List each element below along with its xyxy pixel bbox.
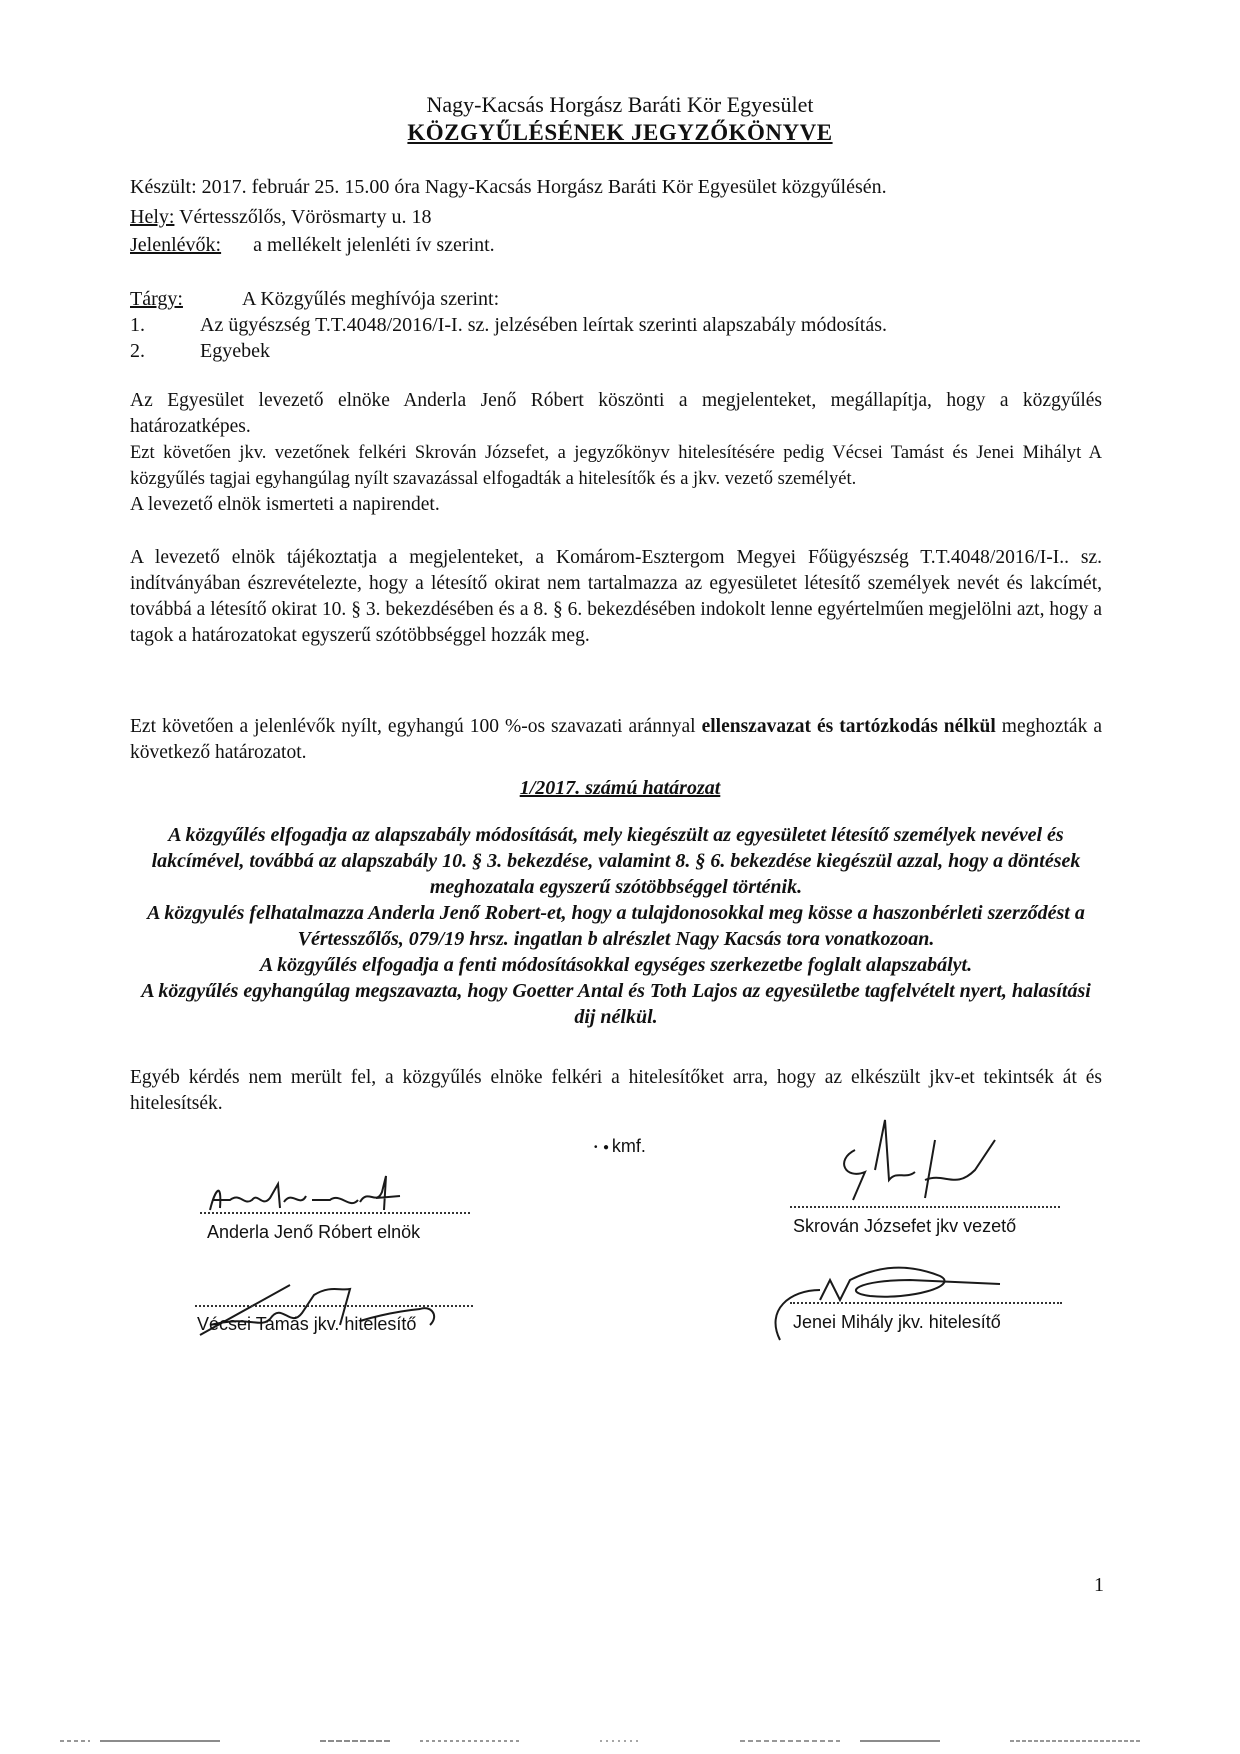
agenda-item <box>130 340 270 363</box>
kmf-mark: • ● kmf. <box>594 1136 646 1156</box>
place-line <box>130 206 431 229</box>
agenda-label: Tárgy: <box>130 288 183 310</box>
vote-paragraph <box>130 714 1102 766</box>
page-number: 1 <box>1094 1574 1104 1596</box>
agenda-header <box>130 288 499 311</box>
place-value: Vértesszőlős, Vörösmarty u. 18 <box>174 206 432 228</box>
vote-text: Ezt követően a jelenlévők nyílt, egyhangú 100 %-os szavazati aránnyal <box>130 716 702 737</box>
opening-sentence: Az Egyesület levezető elnöke Anderla Jenő Róbert köszönti a megjelenteket, megállapítja, hogy a közgyűlés határozatképes. <box>130 390 1102 437</box>
kmf-text: kmf. <box>611 1136 646 1156</box>
agenda-item-text: Egyebek <box>200 340 270 362</box>
signature-line <box>195 1305 473 1307</box>
signature-line <box>790 1206 1060 1208</box>
agenda-intro: A Közgyűlés meghívója szerint: <box>242 288 500 310</box>
place-label: Hely: <box>130 206 175 228</box>
resolution-line: A közgyulés felhatalmazza Anderla Jenő Robert-et, hogy a tulajdonosokkal meg kösse a haszonbérleti szerződést a Vértesszőlős, 079/19 hrsz. ingatlan b alrészlet Nagy Kacsás tora vonatkozoan. <box>147 902 1085 950</box>
recorder-signature <box>825 1110 1025 1210</box>
opening-paragraph <box>130 388 1102 518</box>
recorder-sentence: Ezt követően jkv. vezetőnek felkéri Skrován Józsefet, a jegyzőkönyv hitelesítésére pedig Vécsei Tamást és Jenei Mihályt A közgyűlés tagjai egyhangúlag nyílt szavazással elfogadták a hitelesítők és a jkv. vezető személyét. <box>130 443 1102 489</box>
authenticator1-signature-label: Vécsei Tamás jkv. hitelesítő <box>197 1314 417 1334</box>
recorder-signature-label: Skrován Józsefet jkv vezető <box>793 1216 1017 1236</box>
present-label: Jelenlévők: <box>130 234 222 256</box>
resolution-line: A közgyűlés elfogadja a fenti módosításokkal egységes szerkezetbe foglalt alapszabályt. <box>259 954 973 976</box>
agenda-sentence: A levezető elnök ismerteti a napirendet. <box>130 494 440 515</box>
agenda-item-text: Az ügyészség T.T.4048/2016/I-I. sz. jelzésében leírtak szerinti alapszabály módosítás. <box>200 314 888 336</box>
chair-signature-label: Anderla Jenő Róbert elnök <box>207 1222 421 1242</box>
agenda-item-number: 2. <box>130 340 145 362</box>
vote-text-end: meghozták a következő határozatot. <box>130 716 1102 763</box>
signature-line <box>790 1302 1062 1304</box>
resolution-line: A közgyűlés egyhangúlag megszavazta, hogy Goetter Antal és Toth Lajos az egyesületbe tagfelvételt nyert, halasítási dij nélkül. <box>141 980 1091 1028</box>
resolution-line: A közgyűlés elfogadja az alapszabály módosítását, mely kiegészült az egyesületet létesítő személyek nevével és lakcímével, továbbá az alapszabály 10. § 3. bekezdése, valamint 8. § 6. bekezdése kiegészül azzal, hogy a döntések meghozatala egyszerű szótöbbséggel történik. <box>151 824 1081 898</box>
signature-line <box>200 1212 470 1214</box>
made-line: Készült: 2017. február 25. 15.00 óra Nagy-Kacsás Horgász Baráti Kör Egyesület közgyűlésén. <box>130 176 887 198</box>
organization-name: Nagy-Kacsás Horgász Baráti Kör Egyesület <box>426 92 814 117</box>
scan-edge-marks <box>0 1738 1240 1744</box>
agenda-item-number: 1. <box>130 314 145 336</box>
closing-paragraph: Egyéb kérdés nem merült fel, a közgyűlés elnöke felkéri a hitelesítőket arra, hogy az elkészült jkv-et tekintsék át és hitelesítsék. <box>130 1067 1102 1114</box>
authenticator2-signature-label: Jenei Mihály jkv. hitelesítő <box>793 1312 1001 1332</box>
resolution-title: 1/2017. számú határozat <box>519 777 721 799</box>
present-line <box>130 234 495 257</box>
document-title: KÖZGYŰLÉSÉNEK JEGYZŐKÖNYVE <box>407 120 833 145</box>
vote-bold-text: ellenszavazat és tartózkodás nélkül <box>701 716 996 737</box>
prosecutor-paragraph: A levezető elnök tájékoztatja a megjelenteket, a Komárom-Esztergom Megyei Főügyészség T.T.4048/2016/I-I.. sz. indítványában észrevételezte, hogy a létesítő okirat nem tartalmazza az egyesületet létesítő személyek nevét és lakcímét, továbbá a létesítő okirat 10. § 3. bekezdésében és a 8. § 6. bekezdésében indokolt lenne egyértelműen megjelölni azt, hogy a tagok a határozatokat egyszerű szótöbbséggel hozzák meg. <box>130 547 1102 646</box>
agenda-item <box>130 314 887 337</box>
present-value: a mellékelt jelenléti ív szerint. <box>253 234 495 256</box>
resolution-text <box>130 822 1102 1030</box>
